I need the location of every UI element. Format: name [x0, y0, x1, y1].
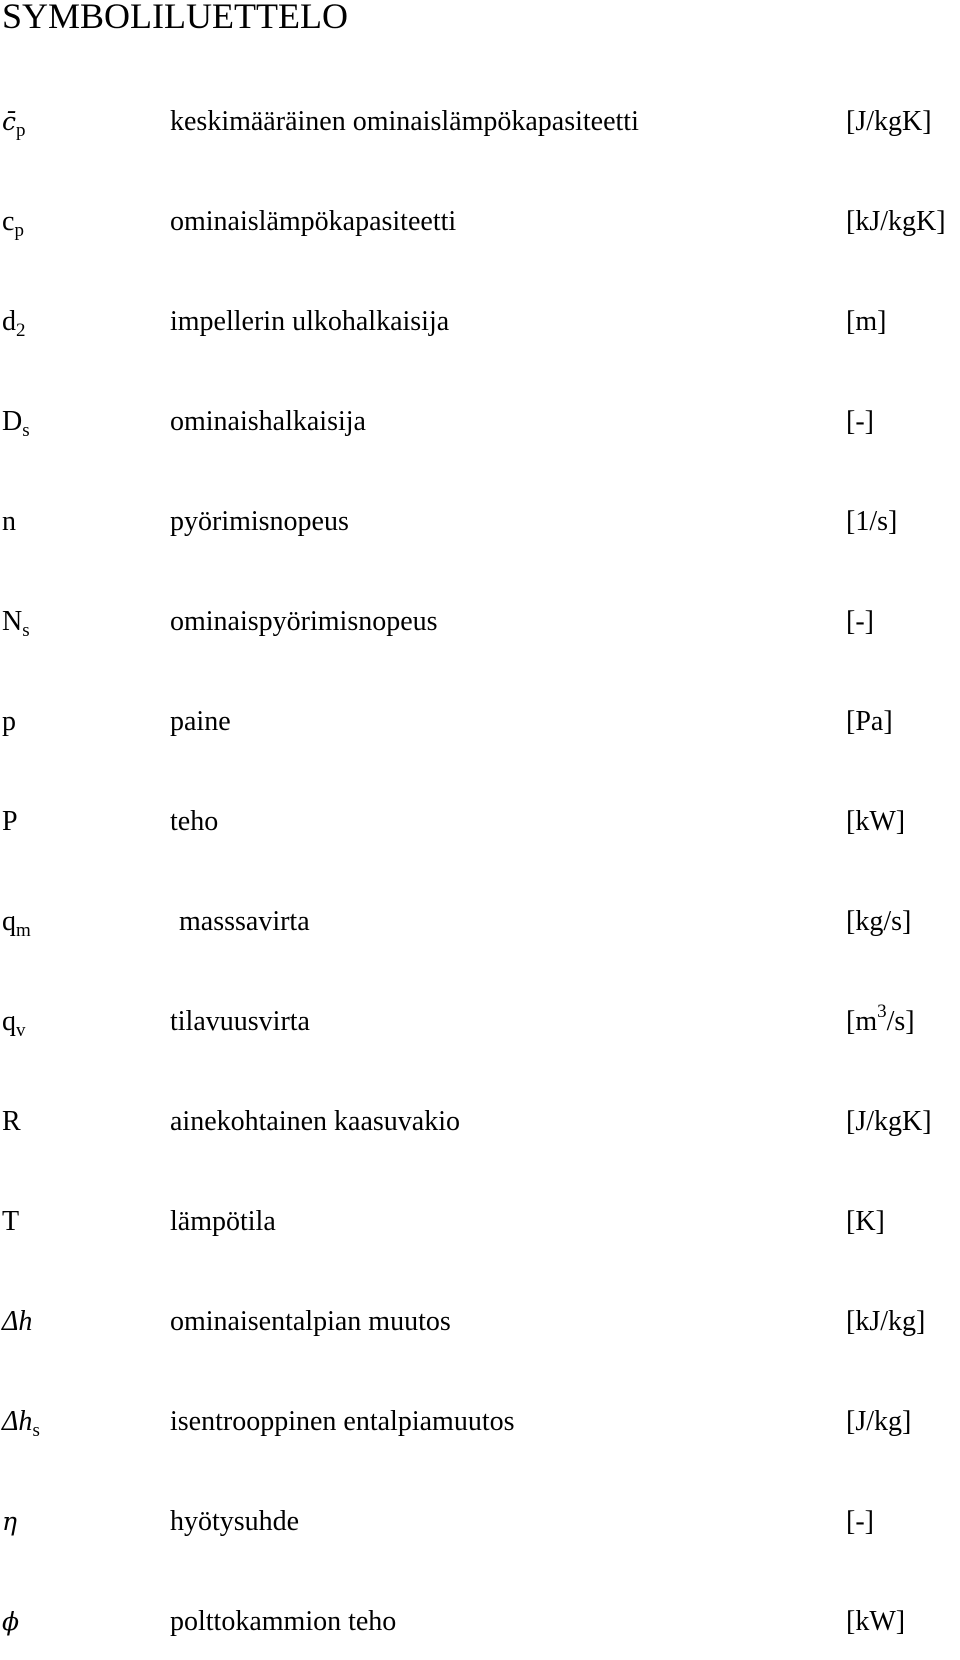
description-cell: pyörimisnopeus: [170, 506, 349, 537]
description-cell: lämpötila: [170, 1206, 276, 1237]
symbol-row: [0, 202, 960, 242]
description-cell: teho: [170, 806, 219, 837]
symbol-cell: [2, 402, 30, 445]
symbol-row: [0, 1102, 960, 1142]
symbol-main: p: [2, 706, 16, 737]
symbol-row: [0, 802, 960, 842]
description-cell: ominaislämpökapasiteetti: [170, 206, 457, 237]
unit-suffix: /s]: [886, 1006, 915, 1037]
symbol-main: d: [2, 306, 16, 337]
symbol-main: η: [2, 1507, 17, 1536]
symbol-subscript: p: [14, 220, 24, 241]
symbol-main: q: [2, 906, 16, 937]
symbol-cell: [2, 202, 24, 245]
symbol-row: [0, 902, 960, 942]
unit-cell: [kJ/kgK]: [846, 206, 946, 237]
symbol-row: [0, 1302, 960, 1342]
symbol-row: [0, 1402, 960, 1442]
symbol-main: Δh: [2, 1406, 33, 1437]
symbol-cell: [2, 602, 30, 645]
description-cell: ominaispyörimisnopeus: [170, 606, 438, 637]
symbol-main: D: [2, 406, 23, 437]
symbol-cell: [2, 1002, 26, 1045]
symbol-main: N: [2, 606, 23, 637]
symbol-subscript: m: [16, 920, 31, 941]
symbol-subscript: 2: [16, 320, 26, 341]
symbol-cell: [2, 302, 26, 345]
symbol-cell: [2, 1302, 32, 1342]
symbol-row: [0, 702, 960, 742]
symbol-cell: [2, 1502, 17, 1542]
symbol-main: Δh: [2, 1306, 33, 1337]
description-cell: masssavirta: [179, 906, 310, 937]
unit-cell: [m]: [846, 306, 887, 337]
symbol-subscript: s: [22, 620, 30, 641]
unit-cell: [J/kg]: [846, 1406, 912, 1437]
unit-cell: [-]: [846, 406, 874, 437]
symbol-cell: [2, 702, 16, 742]
unit-cell: [-]: [846, 1506, 874, 1537]
description-cell: ainekohtainen kaasuvakio: [170, 1106, 461, 1137]
description-cell: polttokammion teho: [170, 1606, 397, 1637]
symbol-main: n: [2, 506, 16, 537]
unit-cell: [J/kgK]: [846, 1106, 932, 1137]
symbol-main: R: [2, 1106, 21, 1137]
unit-superscript: 3: [877, 1001, 887, 1022]
page-title: SYMBOLILUETTELO: [2, 0, 348, 36]
symbol-row: [0, 602, 960, 642]
unit-cell: [J/kgK]: [846, 106, 932, 137]
symbol-row: [0, 1502, 960, 1542]
symbol-subscript: s: [22, 420, 30, 441]
description-cell: ominaishalkaisija: [170, 406, 366, 437]
symbol-cell: [2, 902, 31, 945]
symbol-main: c̄: [2, 107, 17, 136]
unit-cell: [1/s]: [846, 506, 898, 537]
description-cell: impellerin ulkohalkaisija: [170, 306, 450, 337]
symbol-row: [0, 102, 960, 142]
description-cell: isentrooppinen entalpiamuutos: [170, 1406, 515, 1437]
description-cell: hyötysuhde: [170, 1506, 300, 1537]
unit-cell: [kg/s]: [846, 906, 912, 937]
symbol-main: ϕ: [2, 1607, 20, 1636]
symbol-row: [0, 1002, 960, 1042]
description-cell: keskimääräinen ominaislämpökapasiteetti: [170, 106, 639, 137]
symbol-cell: [2, 102, 26, 145]
symbol-row: [0, 402, 960, 442]
description-cell: ominaisentalpian muutos: [170, 1306, 451, 1337]
symbol-row: [0, 1602, 960, 1642]
unit-cell: [Pa]: [846, 706, 893, 737]
symbol-subscript: s: [32, 1420, 40, 1441]
unit-cell: [-]: [846, 606, 874, 637]
symbol-main: T: [2, 1206, 20, 1237]
unit-cell: [kW]: [846, 1606, 906, 1637]
symbol-main: P: [2, 806, 18, 837]
description-cell: tilavuusvirta: [170, 1006, 310, 1037]
symbol-subscript: p: [16, 120, 26, 141]
symbol-cell: [2, 502, 16, 542]
symbol-cell: [2, 1202, 19, 1242]
description-cell: paine: [170, 706, 231, 737]
symbol-cell: [2, 1402, 40, 1445]
unit-cell: [K]: [846, 1206, 885, 1237]
symbol-main: c: [2, 206, 15, 237]
symbol-row: [0, 502, 960, 542]
symbol-cell: [2, 802, 18, 842]
symbol-cell: [2, 1102, 21, 1142]
unit-cell: [846, 1002, 915, 1045]
unit-cell: [kW]: [846, 806, 906, 837]
symbol-row: [0, 302, 960, 342]
symbol-main: q: [2, 1006, 16, 1037]
symbol-subscript: v: [16, 1020, 26, 1041]
symbol-row: [0, 1202, 960, 1242]
symbol-cell: [2, 1602, 19, 1642]
unit-cell: [kJ/kg]: [846, 1306, 926, 1337]
unit-prefix: [m: [846, 1006, 878, 1037]
